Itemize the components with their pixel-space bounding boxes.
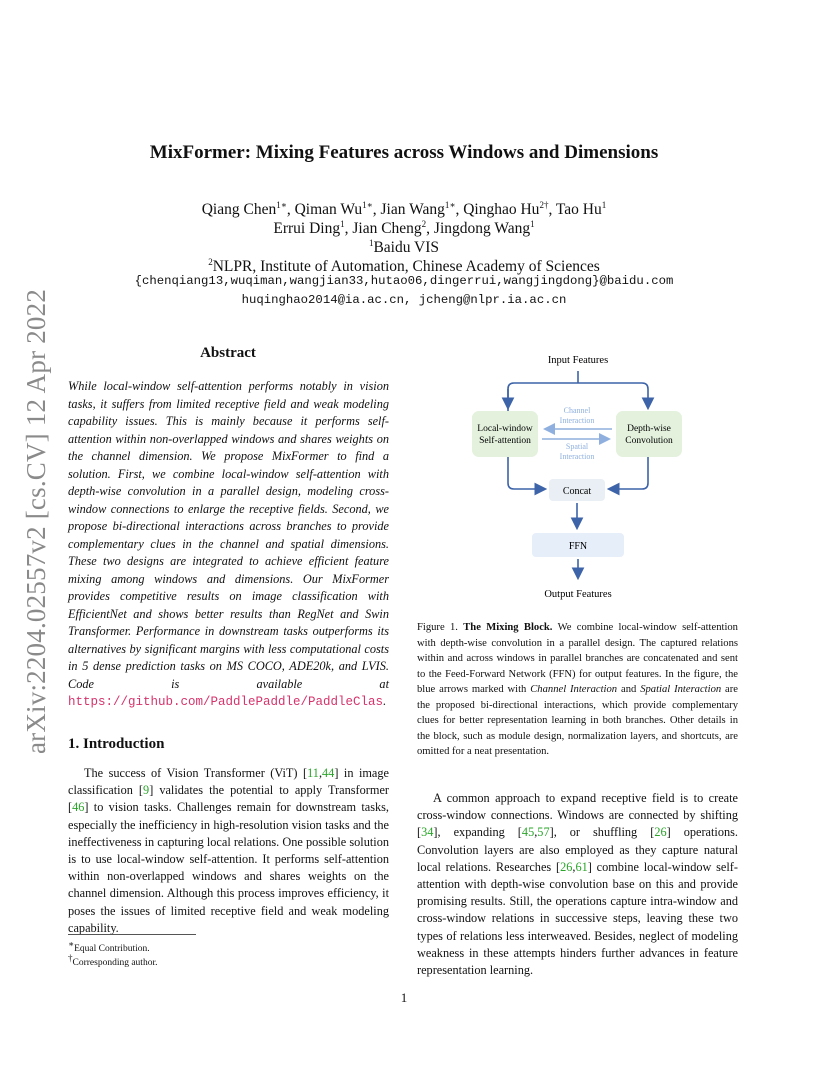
page-number: 1	[400, 990, 408, 1005]
paper-title: MixFormer: Mixing Features across Windows and Dimensions	[149, 142, 659, 163]
label-spatial-1: Spatial	[565, 442, 589, 451]
citation-44[interactable]: 44	[322, 766, 335, 780]
label-channel-1: Channel	[563, 406, 591, 415]
local-window-box	[472, 411, 538, 457]
label-spatial-2: Interaction	[559, 452, 595, 461]
label-channel-2: Interaction	[559, 416, 595, 425]
authors-line-1: Qiang Chen$^{1∗}$, Qiman $Wu^{1∗}$, Jian Wang$^{1∗}$, Qinghao $Hu^{2\dagger}$, Tao Hu$^1$	[201, 200, 607, 219]
citation-26b[interactable]: 26	[560, 859, 573, 874]
affiliation-2: $^2$NLPR, Institute of Automation, Chinese Academy of Sciences	[208, 257, 600, 276]
citation-9[interactable]: 9	[143, 783, 150, 798]
emails-line-2: huqinghao2014@ia.ac.cn, jcheng@nlpr.ia.ac.cn	[241, 293, 567, 307]
citation-45[interactable]: 45	[521, 825, 535, 840]
label-depth-1: Depth-wise	[627, 424, 671, 434]
arxiv-id: arXiv:2204.02557v2 [cs.CV] 12 Apr 2022	[21, 288, 52, 754]
right-column-paragraph: A common approach to expand receptive field is to create cross-window connections. Windows are connected by shifting [34], expanding [45,57], or shuffling [26] operations. Convolution layers are also employed as they capture natural local relations. Researches [26,61] combine local-window self-attention with depth-wise convolution base on this and provide promising results. Still, the operations capture intra-window and cross-window relations in successive steps, leaving these two types of relations less interweaved. Besides, neglect of modeling weakness in these attempts hinders further advances in feature representation learning.	[417, 791, 739, 978]
footnote-1: ∗Equal Contribution.	[68, 939, 150, 955]
abstract-text: While local-window self-attention performs notably in vision tasks, it suffers from limited receptive field and weak modeling capability issues. This is mainly because it performs self-attention within non-overlapped windows and shares weights on the channel dimension. We propose MixFormer to find a solution. First, we combine local-window self-attention with depth-wise convolution in a parallel design, modeling cross-window connections to enlarge the receptive fields. Second, we propose bi-directional interactions across branches to provide complementary clues in the channel and spatial dimensions. These two designs are integrated to achieve efficient feature mixing among windows and dimensions. Our MixFormer provides competitive results on image classification with EfficientNet and shows better results than RegNet and Swin Transformer. Performance in downstream tasks outperforms its alternatives by significant margins with less computational costs in 5 dense prediction tasks on MS COCO, ADE20k, and LVIS. Code is available at https://github.com/PaddlePaddle/PaddleClas.	[68, 379, 389, 709]
label-output-features: Output Features	[544, 589, 612, 600]
label-input-features: Input Features	[547, 355, 609, 366]
footnote-2: †Corresponding author.	[68, 953, 158, 969]
arrow-depth-to-concat	[610, 457, 648, 489]
abstract-heading: Abstract	[200, 345, 256, 361]
label-ffn: FFN	[568, 541, 588, 552]
citation-34[interactable]: 34	[421, 825, 434, 840]
citation-46[interactable]: 46	[72, 800, 85, 815]
label-concat: Concat	[562, 486, 592, 497]
citation-26[interactable]: 26	[654, 825, 667, 840]
depth-wise-box	[616, 411, 682, 457]
citation-11[interactable]: 11	[307, 766, 319, 780]
label-local-1: Local-window	[477, 424, 533, 434]
figure-caption: Figure 1. The Mixing Block. We combine local-window self-attention with depth-wise convolution in a parallel design. The captured relations within and across windows in parallel branches are concatenated and sent to the Feed-Forward Network (FFN) for output features. In the figure, the blue arrows marked with Channel Interaction and Spatial Interaction are the proposed bi-directional interactions, which provide complementary clues for better representation learning in both branches. Other details in the block, such as module design, normalization layers, and shortcuts, are omitted for a neat presentation.	[417, 622, 738, 757]
code-link[interactable]: https://github.com/PaddlePaddle/PaddleClas	[68, 695, 384, 709]
label-depth-2: Convolution	[625, 436, 673, 446]
arxiv-sidebar	[10, 283, 64, 759]
section-heading-introduction: 1. Introduction	[68, 736, 165, 752]
footnote-rule	[68, 934, 196, 935]
intro-paragraph: The success of Vision Transformer (ViT) [11,44] in image classification [9] validates the potential to apply Transformer [46] to vision tasks. Challenges remain for downstream tasks, especially the inefficiency in high-resolution vision tasks and the ineffectiveness in capturing local relations. One possible solution is to use local-window self-attention. It performs self-attention within non-overlapped windows and shares weights on the channel dimension. Although this process improves efficiency, it poses the issues of limited receptive field and weak modeling capability.	[68, 766, 390, 935]
mixing-block-diagram	[450, 345, 710, 605]
affiliation-1: $^1$Baidu VIS	[368, 238, 440, 257]
citation-61[interactable]: 61	[575, 859, 588, 874]
label-local-2: Self-attention	[479, 436, 531, 446]
citation-57[interactable]: 57	[537, 825, 550, 840]
arrow-local-to-concat	[508, 457, 544, 489]
authors-line-2: Errui Ding$^1$, Jian Cheng$^2$, Jingdong Wang$^1$	[273, 219, 535, 238]
emails-line-1: {chenqiang13,wuqiman,wangjian33,hutao06,dingerrui,wangjingdong}@baidu.com	[134, 274, 674, 288]
